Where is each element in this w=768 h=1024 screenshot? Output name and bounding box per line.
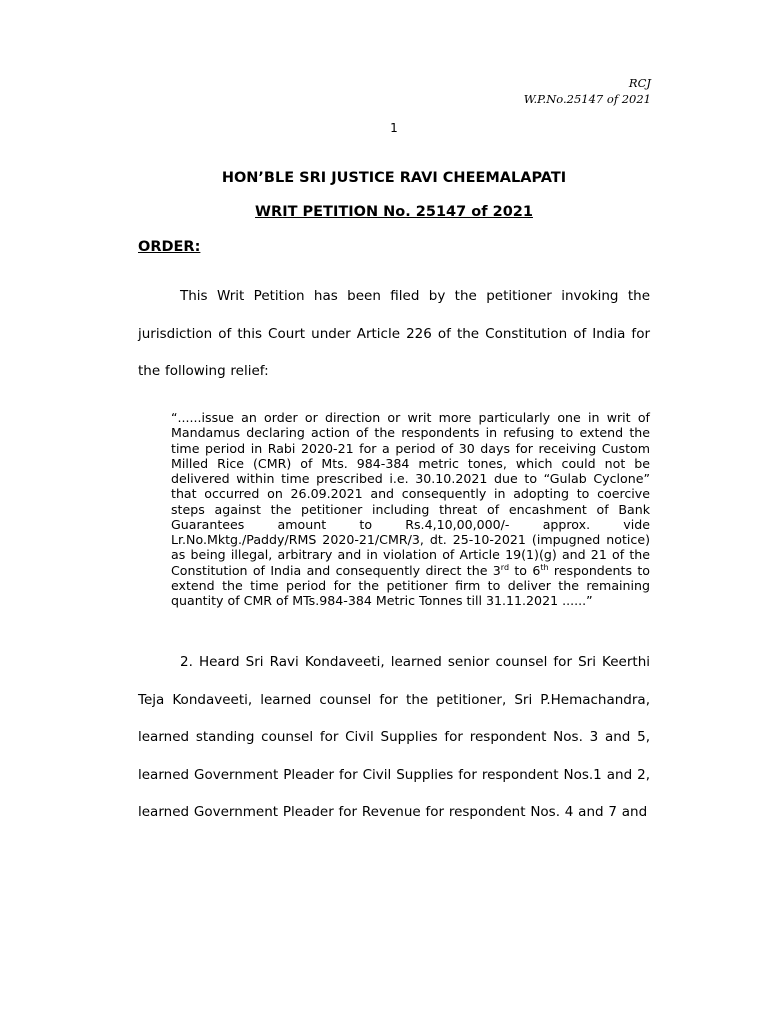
relief-quote-part-3: respondents to extend the time period for the petitioner firm to deliver the remaining quantity of CMR of MTs.984-384 Metric Tonnes till 31.11.2021 ......” bbox=[171, 562, 651, 608]
order-heading: ORDER: bbox=[138, 239, 201, 255]
paragraph-heard: 2. Heard Sri Ravi Kondaveeti, learned senior counsel for Sri Keerthi Teja Kondaveeti, learned counsel for the petitioner, Sri P.Hemachandra, learned standing counsel for Civil Supplies for respondent Nos. 3 and 5, learned Government Pleader for Civil Supplies for respondent Nos.1 and 2, learned Government Pleader for Revenue for respondent Nos. 4 and 7 and bbox=[138, 654, 650, 820]
petition-title: WRIT PETITION No. 25147 of 2021 bbox=[255, 204, 533, 220]
relief-quote-superscript-th: th bbox=[540, 562, 549, 572]
page-number: 1 bbox=[390, 121, 398, 135]
judge-initials: RCJ bbox=[628, 76, 651, 90]
relief-quote-part-2: to 6 bbox=[509, 562, 541, 578]
paragraph-intro: This Writ Petition has been filed by the petitioner invoking the jurisdiction of this Court under Article 226 of the Constitution of India for the following relief: bbox=[138, 288, 650, 379]
judge-title: HON’BLE SRI JUSTICE RAVI CHEEMALAPATI bbox=[221, 170, 567, 186]
relief-quote-superscript-rd: rd bbox=[500, 562, 510, 572]
case-reference: W.P.No.25147 of 2021 bbox=[523, 92, 651, 106]
relief-quote bbox=[171, 410, 650, 608]
header-reference bbox=[524, 75, 651, 107]
relief-quote-part-1: “......issue an order or direction or writ more particularly one in writ of Mandamus declaring action of the respondents in refusing to extend the time period in Rabi 2020-21 for a period of 30 days for receiving Custom Milled Rice (CMR) of Mts. 984-384 metric tones, which could not be delivered within time prescribed i.e. 30.10.2021 due to “Gulab Cyclone” that occurred on 26.09.2021 and consequently in adopting to coercive steps against the petitioner including threat of encashment of Bank Guarantees amount to Rs.4,10,00,000/- approx. vide Lr.No.Mktg./Paddy/RMS 2020-21/CMR/3, dt. 25-10-2021 (impugned notice) as being illegal, arbitrary and in violation of Article 19(1)(g) and 21 of the Constitution of India and consequently direct the 3 bbox=[171, 410, 650, 578]
